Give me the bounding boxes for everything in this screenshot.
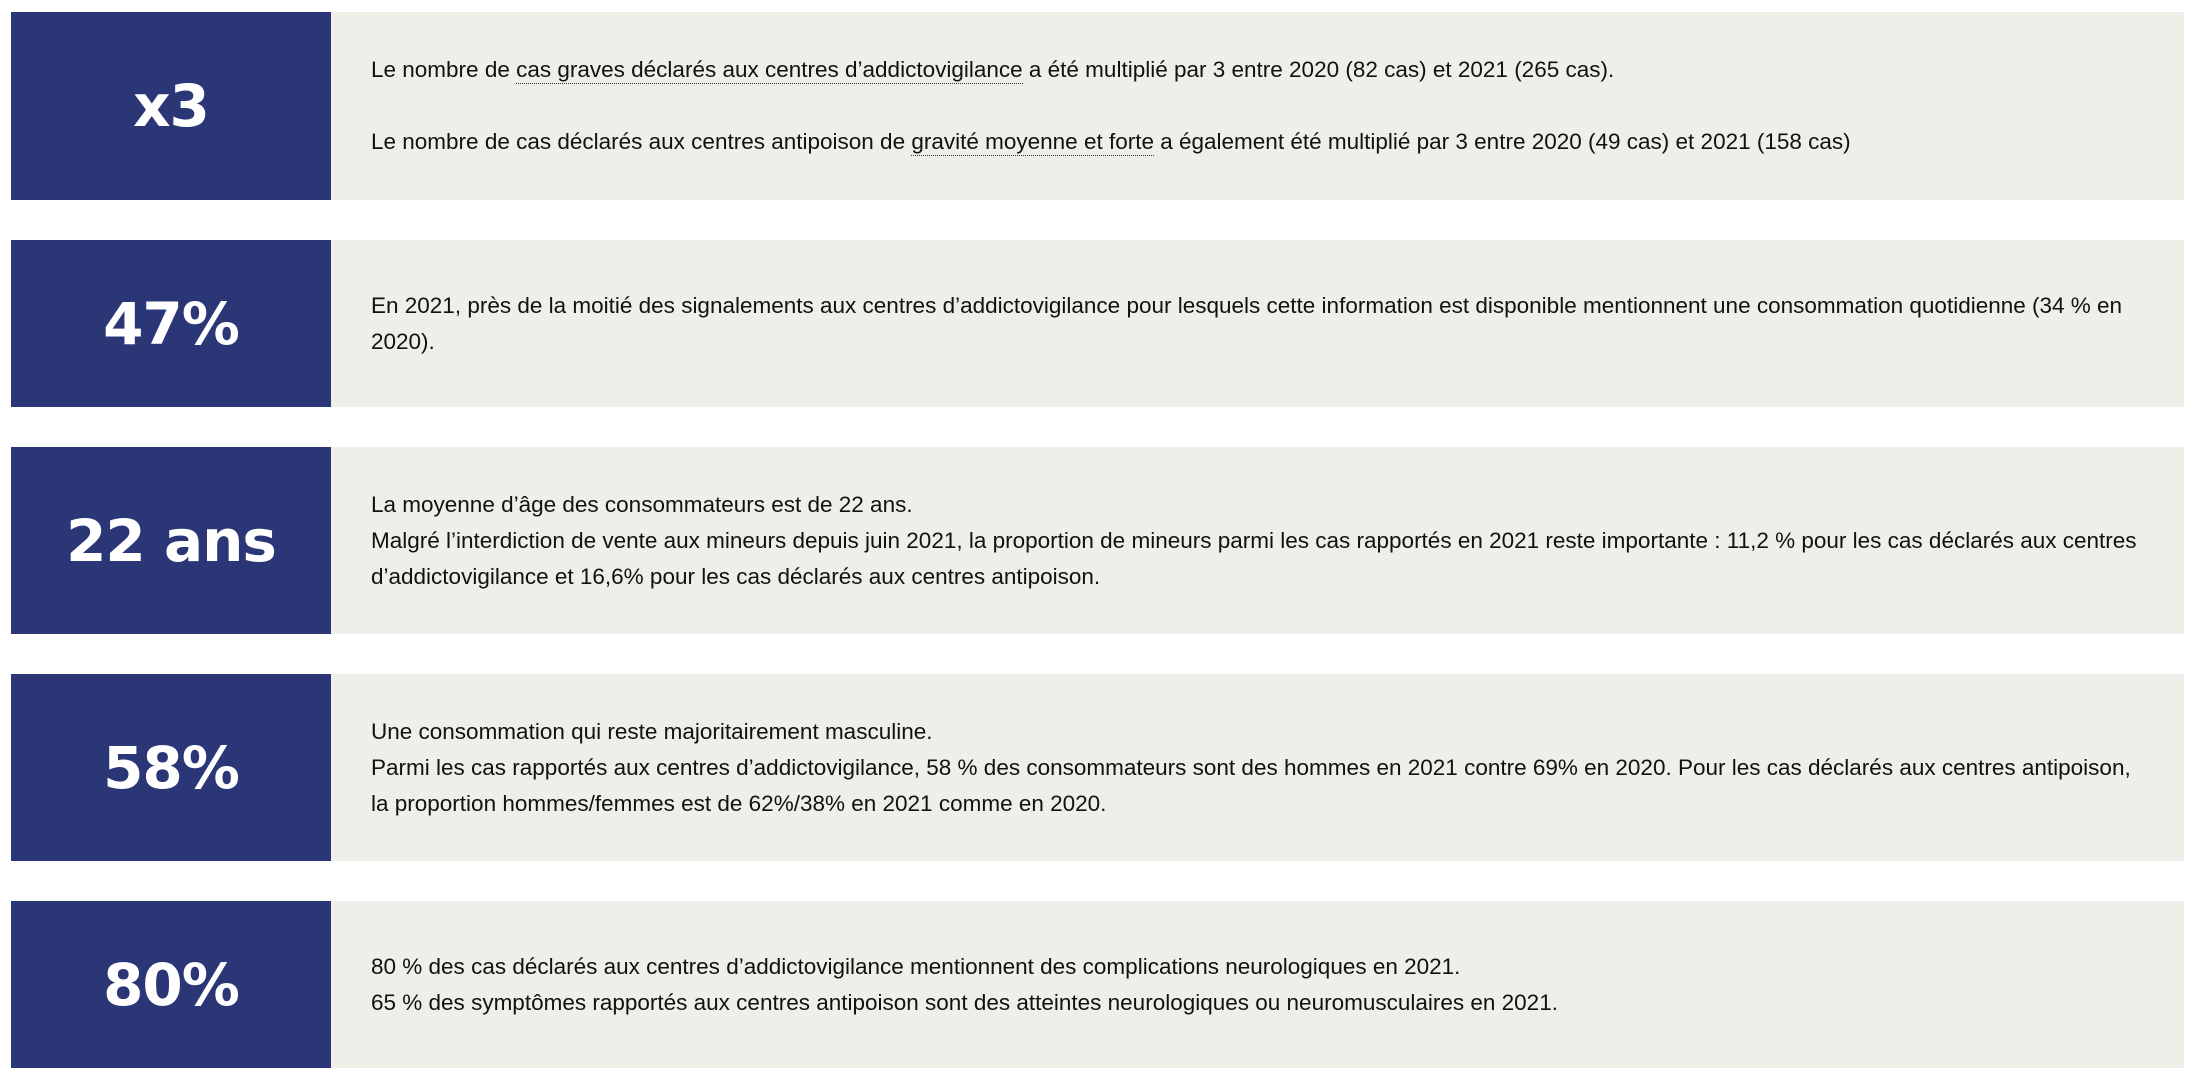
stat-value: x3: [11, 12, 331, 200]
description-paragraph: En 2021, près de la moitié des signalements aux centres d’addictovigilance pour lesquels cette information est disponible mentionnent une consommation quotidienne (34 % en 2020).: [371, 292, 2123, 354]
stat-row-22-ans: [11, 447, 2184, 634]
description-paragraph: [371, 124, 2144, 160]
stat-value: 80%: [11, 901, 331, 1068]
glossary-term-cas-graves[interactable]: cas graves déclarés aux centres d’addictovigilance: [516, 57, 1023, 82]
text-segment: a également été multiplié par 3 entre 2020 (49 cas) et 2021 (158 cas): [1153, 129, 1851, 154]
text-segment: Le nombre de cas déclarés aux centres antipoison de: [371, 129, 912, 154]
stat-description: [331, 447, 2184, 634]
description-paragraph: 80 % des cas déclarés aux centres d’addictovigilance mentionnent des complications neurologiques en 2021.: [371, 953, 1461, 979]
stat-description: [331, 674, 2184, 861]
text-segment: a été multiplié par 3 entre 2020 (82 cas) et 2021 (265 cas).: [1022, 57, 1615, 82]
stat-row-80: [11, 901, 2184, 1068]
stat-description: [331, 240, 2184, 407]
description-paragraph: La moyenne d’âge des consommateurs est de 22 ans.: [371, 491, 913, 517]
stat-row-x3: [11, 12, 2184, 200]
description-paragraph: Une consommation qui reste majoritairement masculine.: [371, 718, 933, 744]
glossary-term-gravite[interactable]: gravité moyenne et forte: [911, 129, 1154, 154]
stat-value: 58%: [11, 674, 331, 861]
stat-row-47: [11, 240, 2184, 407]
text-segment: Le nombre de: [371, 57, 517, 82]
stat-value: 22 ans: [11, 447, 331, 634]
paragraph-gap: [371, 88, 2144, 124]
description-paragraph: [371, 52, 2144, 88]
description-paragraph: Parmi les cas rapportés aux centres d’addictovigilance, 58 % des consommateurs sont des hommes en 2021 contre 69% en 2020. Pour les cas déclarés aux centres antipoison, la proportion hommes/femmes est de 62%/38% en 2021 comme en 2020.: [371, 754, 2131, 816]
stat-description: [331, 901, 2184, 1068]
stat-value: 47%: [11, 240, 331, 407]
stat-row-58: [11, 674, 2184, 861]
stat-description: [331, 12, 2184, 200]
description-paragraph: Malgré l’interdiction de vente aux mineurs depuis juin 2021, la proportion de mineurs parmi les cas rapportés en 2021 reste importante : 11,2 % pour les cas déclarés aux centres d’addictovigilance et 16,6% pour les cas déclarés aux centres antipoison.: [371, 527, 2137, 589]
description-paragraph: 65 % des symptômes rapportés aux centres antipoison sont des atteintes neurologiques ou neuromusculaires en 2021.: [371, 989, 1558, 1015]
